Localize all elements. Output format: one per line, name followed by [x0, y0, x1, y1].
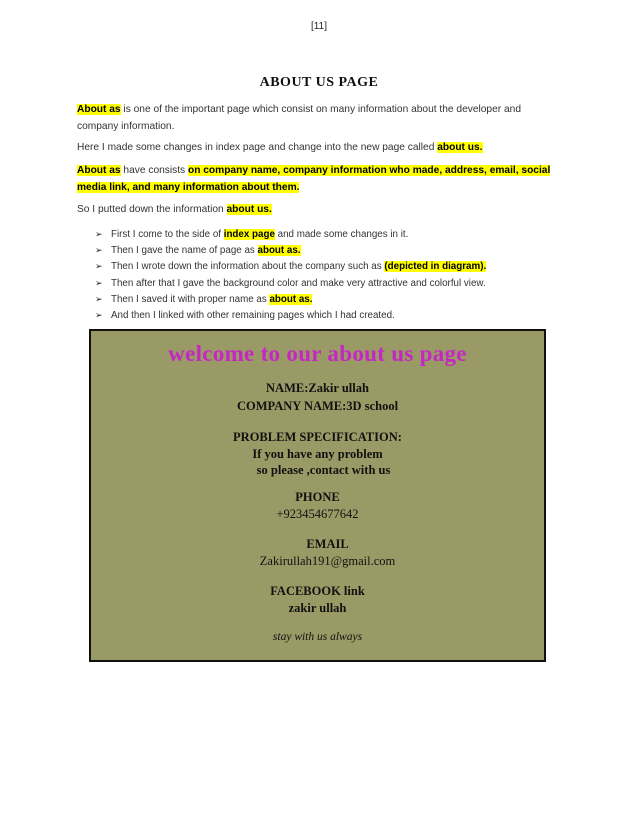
- list-item: [95, 275, 565, 291]
- footer-tagline: stay with us always: [272, 631, 363, 643]
- email-heading: EMAIL: [306, 537, 349, 551]
- list-item-text: Then I saved it with proper name as: [111, 293, 270, 305]
- problem-heading: PROBLEM SPECIFICATION:: [233, 430, 402, 444]
- list-item: [95, 291, 565, 307]
- problem-line-2: so please ,contact with us: [256, 463, 391, 477]
- facebook-value: zakir ullah: [288, 601, 347, 615]
- about-page-screenshot: [89, 329, 546, 662]
- list-item-text-after: and made some changes in it.: [274, 229, 409, 240]
- paragraph-intro: [77, 101, 563, 135]
- arrow-bullet-icon: ➢: [95, 261, 103, 272]
- paragraph-consists-text: have consists: [120, 165, 188, 176]
- list-item-highlight: index page: [223, 229, 275, 240]
- page-number: [11]: [311, 21, 327, 32]
- list-item: [95, 242, 565, 258]
- welcome-heading: welcome to our about us page: [168, 341, 467, 366]
- paragraph-changes-text: Here I made some changes in index page and change into the new page called: [77, 142, 438, 153]
- list-item-text: And then I linked with other remaining pages which I had created.: [111, 309, 395, 321]
- list-item: [95, 226, 565, 242]
- paragraph-intro-text: is one of the important page which consist on many information about the developer and company information.: [77, 104, 521, 132]
- list-item-text: First I come to the side of: [111, 229, 224, 240]
- list-item: [95, 258, 565, 274]
- facebook-heading: FACEBOOK link: [270, 584, 365, 598]
- paragraph-consists: [77, 162, 563, 196]
- paragraph-putted: [77, 201, 563, 218]
- page-title: ABOUT US PAGE: [259, 75, 379, 90]
- highlight-consists-list: on company name, company information who made, address, email, social media link, and many information about them.: [77, 165, 551, 193]
- arrow-bullet-icon: ➢: [95, 245, 103, 256]
- email-value: Zakirullah191@gmail.com: [259, 554, 396, 568]
- arrow-bullet-icon: ➢: [95, 293, 103, 304]
- list-item-text: Then I gave the name of page as: [111, 245, 258, 257]
- highlight-about-as-2: About as: [77, 165, 121, 176]
- list-item: [95, 307, 565, 323]
- paragraph-changes: [77, 139, 563, 156]
- list-item-highlight: (depicted in diagram).: [384, 261, 487, 273]
- steps-list: [95, 226, 565, 323]
- arrow-bullet-icon: ➢: [95, 309, 103, 320]
- highlight-about-as: About as: [77, 104, 121, 115]
- phone-heading: PHONE: [295, 490, 340, 504]
- company-line: COMPANY NAME:3D school: [236, 399, 399, 413]
- highlight-about-us-2: about us.: [226, 204, 272, 215]
- problem-line-1: If you have any problem: [252, 447, 383, 461]
- list-item-highlight: about as.: [269, 293, 313, 305]
- arrow-bullet-icon: ➢: [95, 229, 103, 239]
- phone-value: +923454677642: [276, 507, 359, 521]
- arrow-bullet-icon: ➢: [95, 277, 103, 288]
- highlight-about-us: about us.: [437, 142, 483, 153]
- list-item-text: Then I wrote down the information about the company such as: [111, 261, 385, 273]
- list-item-text: Then after that I gave the background color and make very attractive and colorful view.: [111, 277, 486, 289]
- name-line: NAME:Zakir ullah: [266, 381, 369, 395]
- list-item-highlight: about as.: [257, 245, 301, 257]
- paragraph-putted-text: So I putted down the information: [77, 204, 227, 215]
